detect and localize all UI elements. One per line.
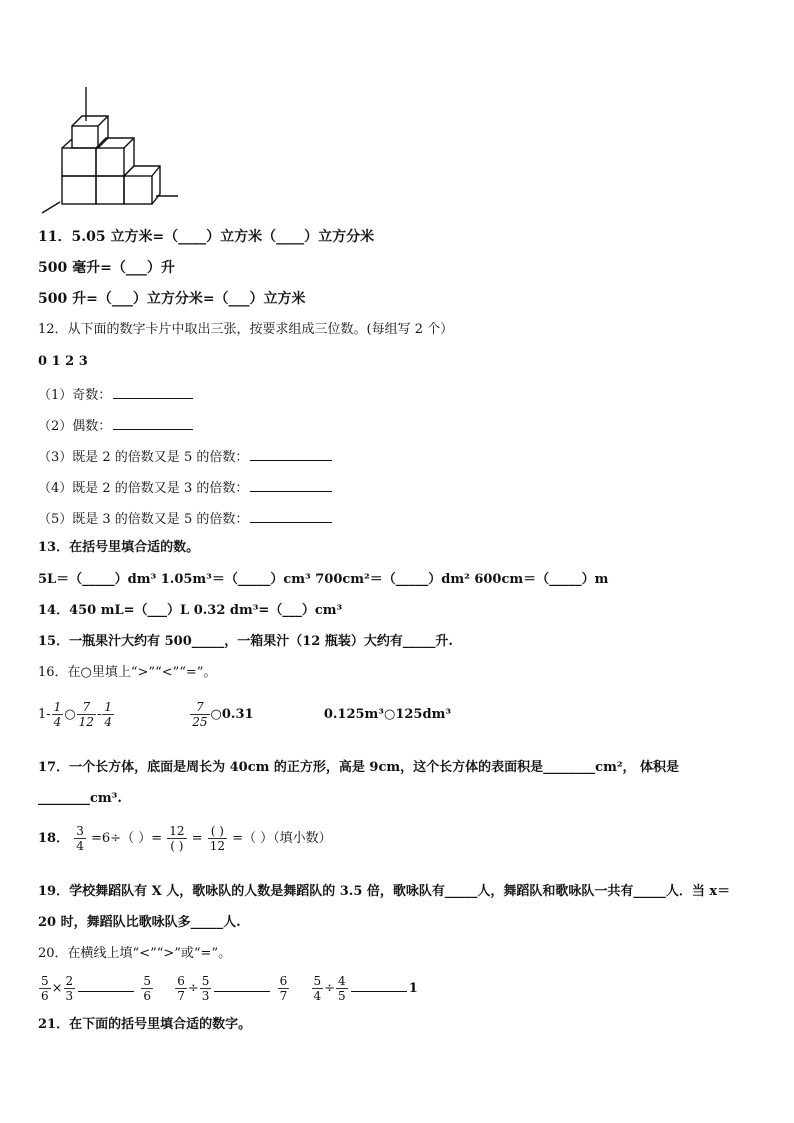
times-sign: × <box>51 981 63 996</box>
q20-one: 1 <box>408 981 418 996</box>
fraction: $\frac{5}{4}$ <box>313 974 322 1003</box>
q18-eq2: = <box>191 831 203 846</box>
fraction: $\frac{12}{( )}$ <box>169 824 185 853</box>
q17-line2: ________cm³. <box>38 791 122 806</box>
q18-eq1: =6÷（ ）= <box>91 831 163 846</box>
q12-item-2-5: （3）既是 2 的倍数又是 5 的倍数： <box>38 446 334 467</box>
q18-label: 18． <box>38 831 70 846</box>
fraction: $\frac{7}{12}$ <box>78 700 94 729</box>
q15-line: 15．一瓶果汁大约有 500_____，一箱果汁（12 瓶装）大约有_____升. <box>38 634 453 649</box>
q16-items <box>38 700 451 742</box>
fraction: $\frac{1}{4}$ <box>104 700 112 729</box>
compare-circle[interactable]: ○ <box>64 707 76 722</box>
answer-blank[interactable] <box>113 384 193 399</box>
fraction: $\frac{1}{4}$ <box>53 700 62 729</box>
fraction: $\frac{5}{6}$ <box>143 974 151 1003</box>
q19-line2: 20 时，舞蹈队比歌咏队多_____人. <box>38 915 241 930</box>
q16-prompt: 16．在○里填上“>”“<”“=”。 <box>38 665 217 680</box>
q11-line2: 500 毫升=（___）升 <box>38 260 175 276</box>
fraction: $\frac{2}{3}$ <box>65 974 74 1003</box>
cube-stack-figure <box>38 85 183 220</box>
fraction: $\frac{6}{7}$ <box>177 974 185 1003</box>
q12-prompt: 12．从下面的数字卡片中取出三张，按要求组成三位数。(每组写 2 个） <box>38 322 454 337</box>
q17-line1: 17．一个长方体，底面是周长为 40cm 的正方形，高是 9cm，这个长方体的表面积是________cm²， 体积是 <box>38 760 680 775</box>
answer-blank[interactable] <box>250 508 332 523</box>
q14-line: 14．450 mL=（___）L 0.32 dm³=（___）cm³ <box>38 603 343 618</box>
q18-line <box>38 824 332 864</box>
q18-tail: =（ ）（填小数） <box>232 831 332 846</box>
q12-item-2-3: （4）既是 2 的倍数又是 3 的倍数： <box>38 477 334 498</box>
answer-blank[interactable] <box>351 977 407 992</box>
divide-sign: ÷ <box>187 981 199 996</box>
q11-line3: 500 升=（___）立方分米=（___）立方米 <box>38 291 306 307</box>
q12-item-odd: （1）奇数： <box>38 384 195 405</box>
fraction: $\frac{7}{25}$ <box>192 700 208 729</box>
q19-line1: 19．学校舞蹈队有 X 人，歌咏队的人数是舞蹈队的 3.5 倍，歌咏队有_____人，舞蹈队和歌咏队一共有_____人．当 x＝ <box>38 884 731 899</box>
q20-items <box>38 974 418 1014</box>
minus-sign: - <box>96 707 102 722</box>
answer-blank[interactable] <box>78 977 134 992</box>
q11-line1: 11．5.05 立方米=（____）立方米（____）立方分米 <box>38 229 375 245</box>
q16-prefix: 1- <box>38 707 51 722</box>
q21-prompt: 21．在下面的括号里填合适的数字。 <box>38 1017 252 1032</box>
q13-prompt: 13．在括号里填合适的数。 <box>38 540 200 555</box>
q13-conversions: 5L＝（_____）dm³ 1.05m³＝（_____）cm³ 700cm²＝（_____）dm² 600cm＝（_____）m <box>38 572 609 587</box>
q16-item2-tail: ○0.31 <box>210 707 254 722</box>
fraction: $\frac{( )}{12}$ <box>209 824 225 853</box>
fraction: $\frac{5}{6}$ <box>41 974 49 1003</box>
fraction: $\frac{4}{5}$ <box>338 974 346 1003</box>
q16-item3: 0.125m³○125dm³ <box>323 707 452 722</box>
answer-blank[interactable] <box>250 446 332 461</box>
answer-blank[interactable] <box>214 977 270 992</box>
fraction: $\frac{6}{7}$ <box>279 974 288 1003</box>
answer-blank[interactable] <box>250 477 332 492</box>
q12-item-3-5: （5）既是 3 的倍数又是 5 的倍数： <box>38 508 334 529</box>
q20-prompt: 20．在横线上填“<”“>”或“=”。 <box>38 946 232 961</box>
fraction: $\frac{5}{3}$ <box>201 974 210 1003</box>
answer-blank[interactable] <box>113 415 193 430</box>
fraction: $\frac{3}{4}$ <box>76 824 84 853</box>
q12-number-cards: 0 1 2 3 <box>38 354 88 369</box>
q12-item-even: （2）偶数： <box>38 415 195 436</box>
divide-sign: ÷ <box>324 981 336 996</box>
